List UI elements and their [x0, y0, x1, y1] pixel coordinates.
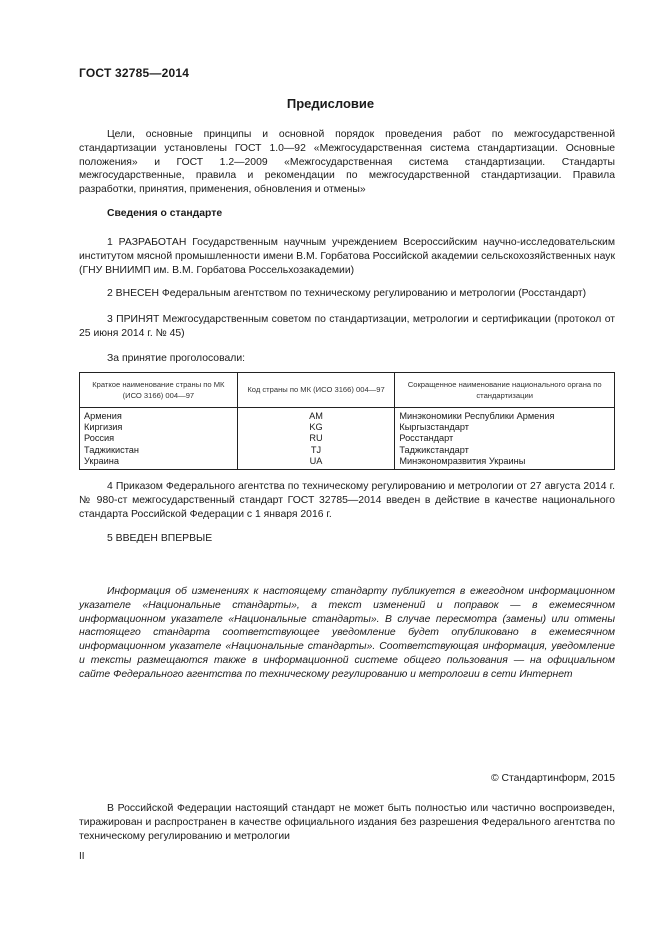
- table-row: [80, 445, 615, 456]
- table-row: [80, 433, 615, 444]
- standard-code-header: ГОСТ 32785—2014: [79, 66, 190, 80]
- item-developed: 1 РАЗРАБОТАН Государственным научным учреждением Всероссийским научно-исследовательским институтом мясной промышленности имени В.М. Горбатова Российской академии сельскохозяйственных наук (ГНУ ВНИИМП им. В.М. Горбатова Россельхозакадемии): [79, 237, 615, 276]
- standards-body-cell: Росстандарт: [395, 433, 615, 444]
- page-title: Предисловие: [286, 96, 375, 111]
- intro-paragraph: Цели, основные принципы и основной порядок проведения работ по межгосударственной стандартизации установлены ГОСТ 1.0—92 «Межгосударственная система стандартизации. Основные положения» и ГОСТ 1.2—2009 «Межгосударственная система стандартизации. Стандарты межгосударственные, правила и рекомендации по межгосударственной стандартизации. Правила разработки, принятия, применения, обновления и отмены»: [79, 129, 615, 196]
- standards-body-cell: Таджикстандарт: [395, 445, 615, 456]
- item-first-introduced: 5 ВВЕДЕН ВПЕРВЫЕ: [107, 533, 213, 544]
- item-introduced: 2 ВНЕСЕН Федеральным агентством по техническому регулированию и метрологии (Росстандарт): [107, 288, 587, 299]
- legal-notice: В Российской Федерации настоящий стандарт не может быть полностью или частично воспроизведен, тиражирован и распространен в качестве официального издания без разрешения Федерального агентства по техническому регулированию и метрологии: [79, 803, 615, 842]
- table-header-row: [80, 373, 615, 408]
- table-row: [80, 456, 615, 470]
- item-order: 4 Приказом Федерального агентства по техническому регулированию и метрологии от 27 августа 2014 г. № 980-ст межгосударственный стандарт ГОСТ 32785—2014 введен в действие в качестве национального стандарта Российской Федерации с 1 января 2016 г.: [79, 481, 615, 520]
- page-number: II: [79, 851, 85, 862]
- changes-notice: Информация об изменениях к настоящему стандарту публикуется в ежегодном информационном указателе «Национальные стандарты», а текст изменений и поправок — в ежемесячном информационном указателе «Национальные стандарты». В случае пересмотра (замены) или отмены настоящего стандарта соответствующее уведомление будет опубликовано в ежемесячном информационном указателе «Национальные стандарты». Соответствующая информация, уведомление и тексты размещаются также в информационной системе общего пользования — на официальном сайте Федерального агентства по техническому регулированию и метрологии в сети Интернет: [79, 586, 615, 680]
- country-code-cell: UA: [237, 456, 395, 470]
- table-row: [80, 408, 615, 423]
- copyright-line: © Стандартинформ, 2015: [490, 773, 615, 784]
- standards-body-cell: Кыргызстандарт: [395, 422, 615, 433]
- standards-body-cell: Минэкономразвития Украины: [395, 456, 615, 470]
- country-code-cell: TJ: [237, 445, 395, 456]
- country-name-cell: Армения: [80, 408, 238, 423]
- country-code-cell: RU: [237, 433, 395, 444]
- header-country-code: Код страны по МК (ИСО 3166) 004—97: [237, 373, 395, 408]
- country-name-cell: Таджикистан: [80, 445, 238, 456]
- standards-body-cell: Минэкономики Республики Армения: [395, 408, 615, 423]
- country-name-cell: Киргизия: [80, 422, 238, 433]
- header-standards-body: Сокращенное наименование национального органа по стандартизации: [395, 373, 615, 408]
- info-heading: Сведения о стандарте: [107, 208, 223, 219]
- country-code-cell: KG: [237, 422, 395, 433]
- country-name-cell: Россия: [80, 433, 238, 444]
- voted-label: За принятие проголосовали:: [107, 353, 246, 364]
- header-country-name: Краткое наименование страны по МК (ИСО 3166) 004—97: [80, 373, 238, 408]
- country-name-cell: Украина: [80, 456, 238, 470]
- country-code-cell: AM: [237, 408, 395, 423]
- voting-states-table: [79, 372, 615, 470]
- item-adopted: 3 ПРИНЯТ Межгосударственным советом по стандартизации, метрологии и сертификации (протокол от 25 июня 2014 г. № 45): [79, 314, 615, 339]
- table-row: [80, 422, 615, 433]
